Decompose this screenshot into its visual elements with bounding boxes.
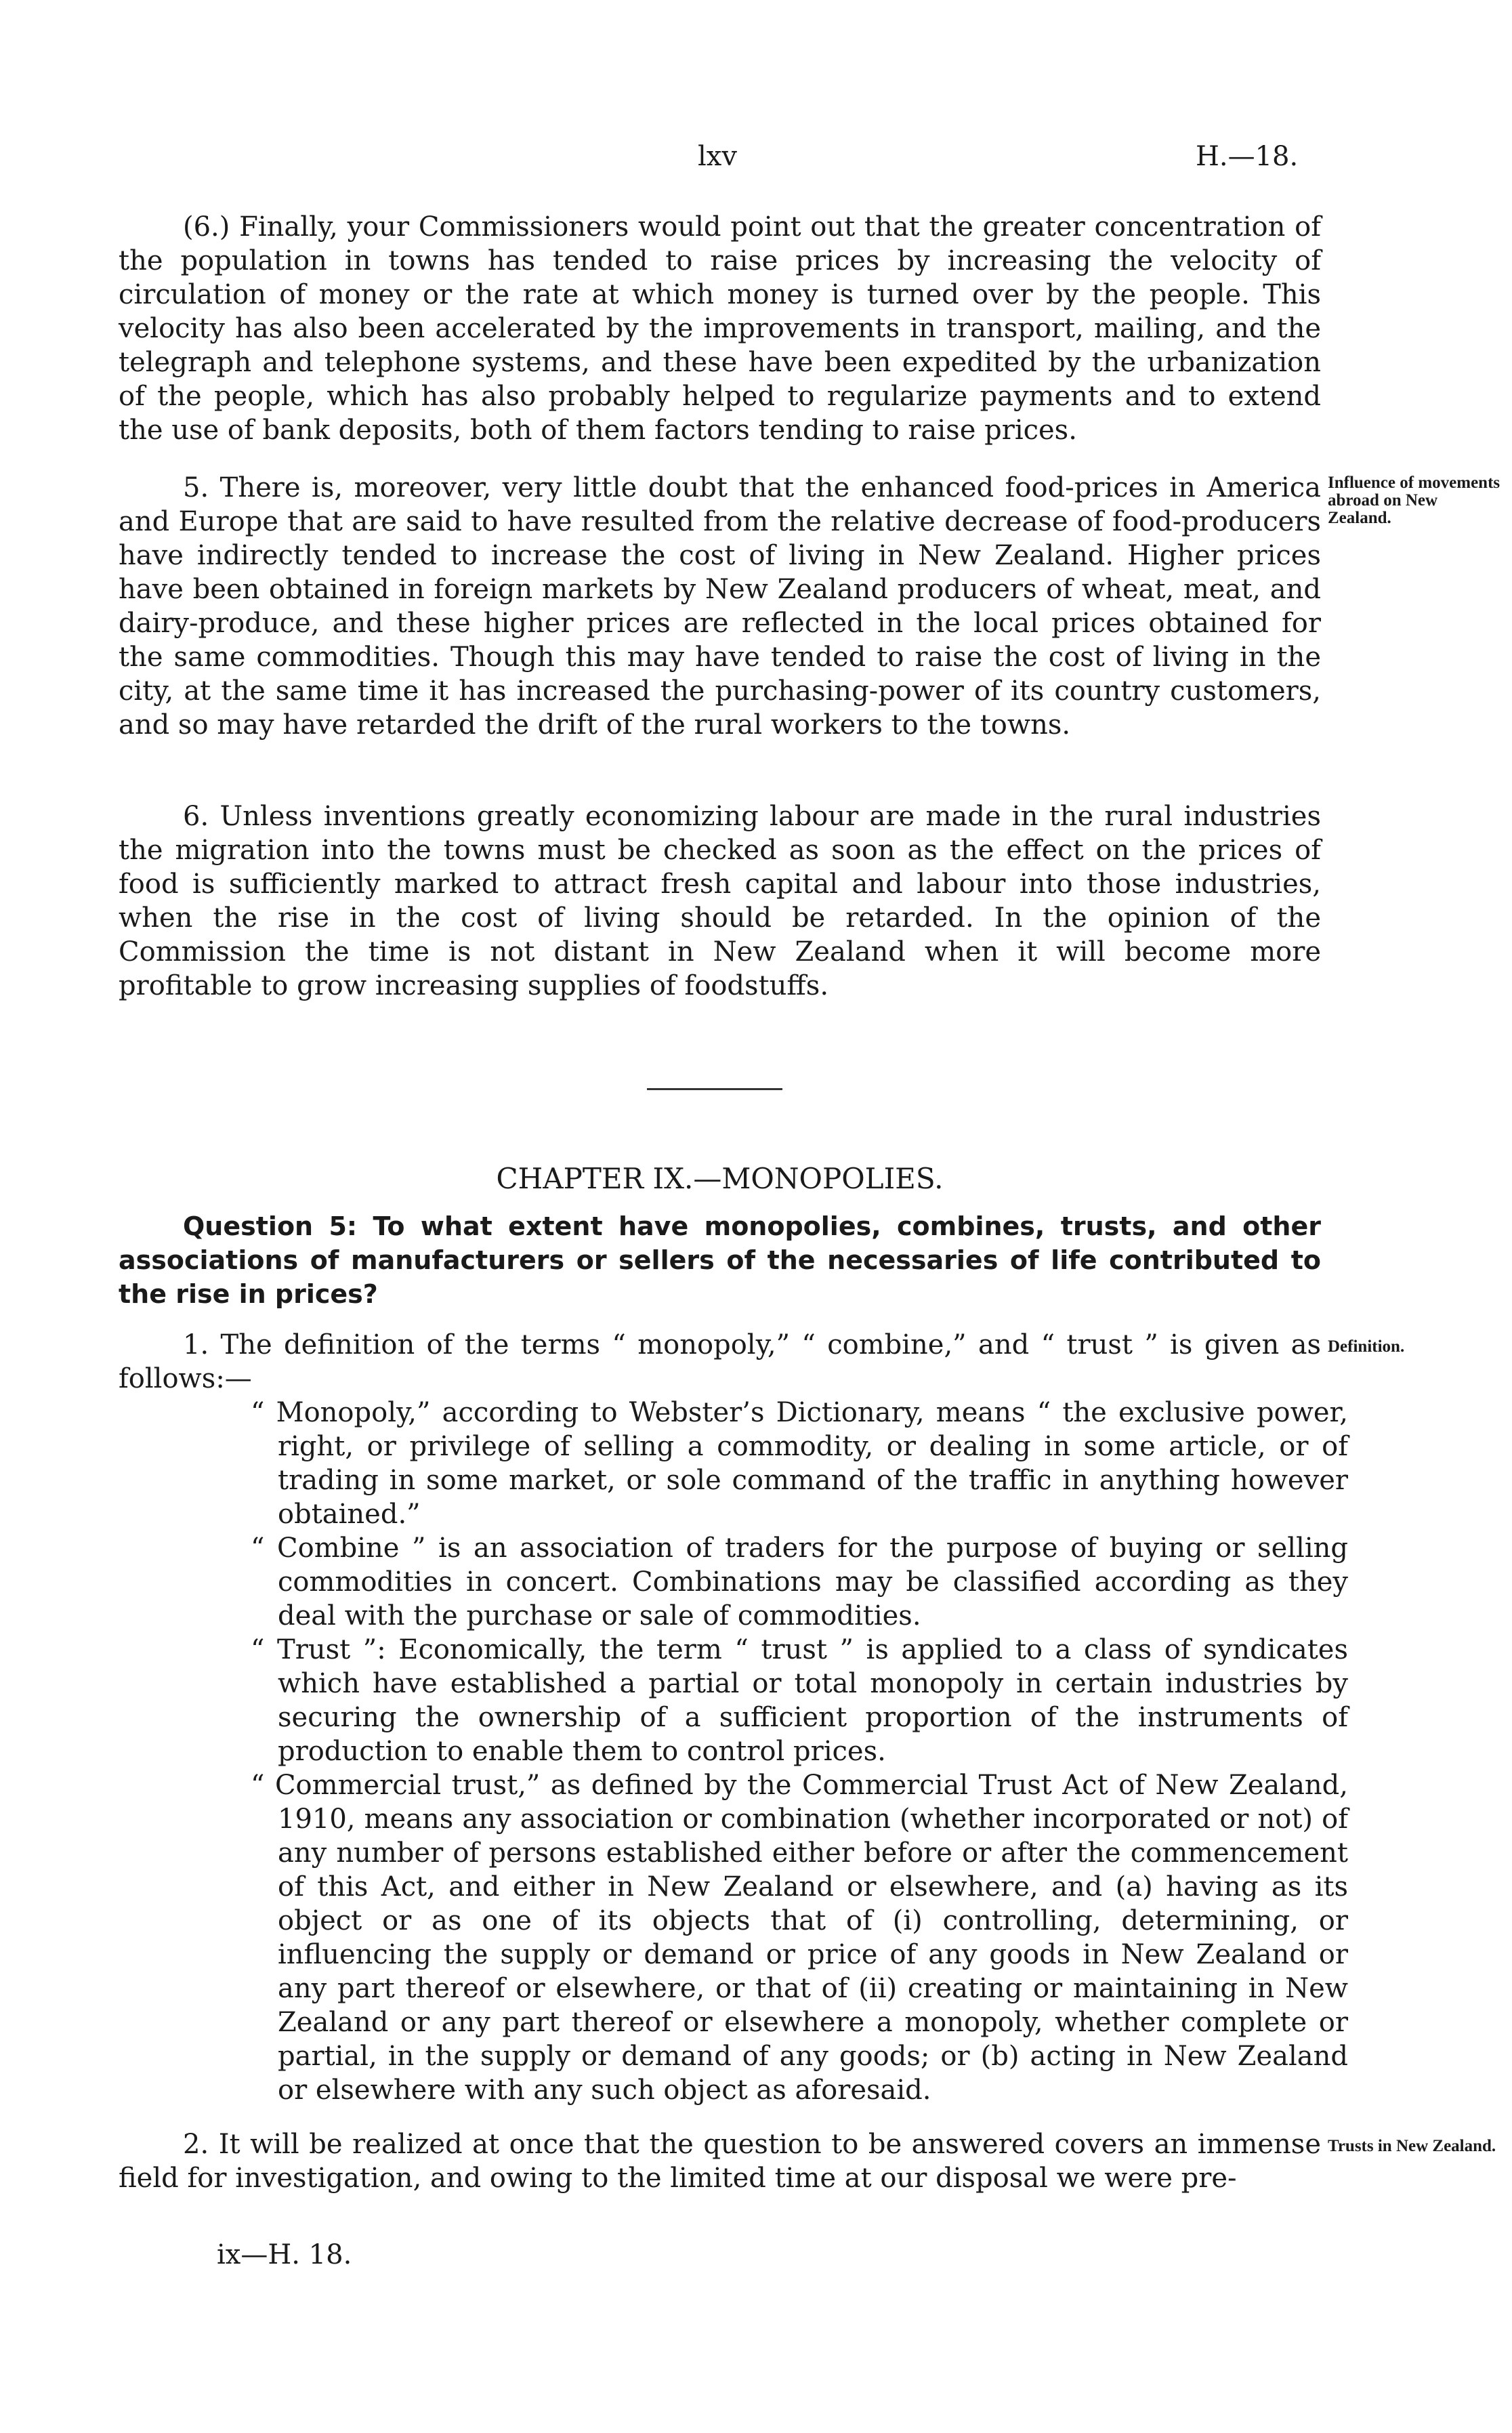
paragraph-text: 1. The definition of the terms “ monopoly,” “ combine,” and “ trust ” is given as follows:—	[119, 1329, 1321, 1394]
paragraph-text: (6.) Finally, your Commissioners would point out that the greater concentration of the population in towns has tended to raise prices by increasing the velocity of circulation of money or the rate at which money is turned over by the people. This velocity has also been accelerated by the improvements in transport, mailing, and the telegraph and telephone systems, and these have been expedited by the urbanization of the people, which has also probably helped to regularize payments and to extend the use of bank deposits, both of them factors tending to raise prices.	[119, 211, 1321, 446]
definition-trust: “ Trust ”: Economically, the term “ trust ” is applied to a class of syndicates which have established a partial or total monopoly in certain industries by securing the ownership of a sufficient proportion of the instruments of production to enable them to control prices.	[251, 1634, 1348, 1767]
definition-commercial-trust: “ Commercial trust,” as defined by the Commercial Trust Act of New Zealand, 1910, means any association or combination (whether incorporated or not) of any number of persons established either before or after the commencement of this Act, and either in New Zealand or elsewhere, and (a) having as its object or as one of its objects that of (i) controlling, determining, or influencing the supply or demand or price of any goods in New Zealand or any part thereof or elsewhere, or that of (ii) creating or maintaining in New Zealand or any part thereof or elsewhere a monopoly, whether complete or partial, in the supply or demand of any goods; or (b) acting in New Zealand or elsewhere with any such object as aforesaid.	[251, 1770, 1348, 2106]
document-reference: H.—18.	[1196, 141, 1299, 172]
section-divider	[647, 1088, 782, 1090]
chapter-title: CHAPTER IX.—MONOPOLIES.	[496, 1162, 944, 1195]
paragraph-5	[119, 471, 1321, 742]
question-text: Question 5: To what extent have monopolies, combines, trusts, and other associations of manufacturers or sellers of the necessaries of life contributed to the rise in prices?	[119, 1211, 1321, 1309]
paragraph-6-finally	[119, 210, 1321, 447]
footer-signature: ix—H. 18.	[217, 2239, 352, 2270]
margin-note-definition: Definition.	[1328, 1337, 1405, 1356]
margin-note-influence: Influence of movements abroad on New Zealand.	[1328, 474, 1500, 527]
question-5	[119, 1209, 1321, 1311]
paragraph-text: 2. It will be realized at once that the question to be answered covers an immense field for investigation, and owing to the limited time at our disposal we were pre-	[119, 2129, 1321, 2194]
margin-note-trusts: Trusts in New Zealand.	[1328, 2137, 1496, 2155]
definition-monopoly: “ Monopoly,” according to Webster’s Dictionary, means “ the exclusive power, right, or privilege of selling a commodity, or dealing in some article, or of trading in some market, or sole command of the traffic in anything however obtained.”	[251, 1397, 1348, 1530]
page-number: lxv	[698, 141, 737, 172]
paragraph-1-definition	[119, 1328, 1321, 1396]
paragraph-text: 6. Unless inventions greatly economizing labour are made in the rural industries the migration into the towns must be checked as soon as the effect on the prices of food is sufficiently marked to attract fresh capital and labour into those industries, when the rise in the cost of living should be retarded. In the opinion of the Commission the time is not distant in New Zealand when it will become more profitable to grow increasing supplies of foodstuffs.	[119, 801, 1321, 1001]
paragraph-text: 5. There is, moreover, very little doubt that the enhanced food-prices in America and Europe that are said to have resulted from the relative decrease of food-producers have indirectly tended to increase the cost of living in New Zealand. Higher prices have been obtained in foreign markets by New Zealand producers of wheat, meat, and dairy-produce, and these higher prices are reflected in the local prices obtained for the same commodities. Though this may have tended to raise the cost of living in the city, at the same time it has increased the purchasing-power of its country customers, and so may have retarded the drift of the rural workers to the towns.	[119, 472, 1321, 741]
paragraph-6	[119, 799, 1321, 1003]
definition-combine: “ Combine ” is an association of traders for the purpose of buying or selling commodities in concert. Combinations may be classified according as they deal with the purchase or sale of commodities.	[251, 1533, 1348, 1631]
paragraph-2	[119, 2127, 1321, 2195]
